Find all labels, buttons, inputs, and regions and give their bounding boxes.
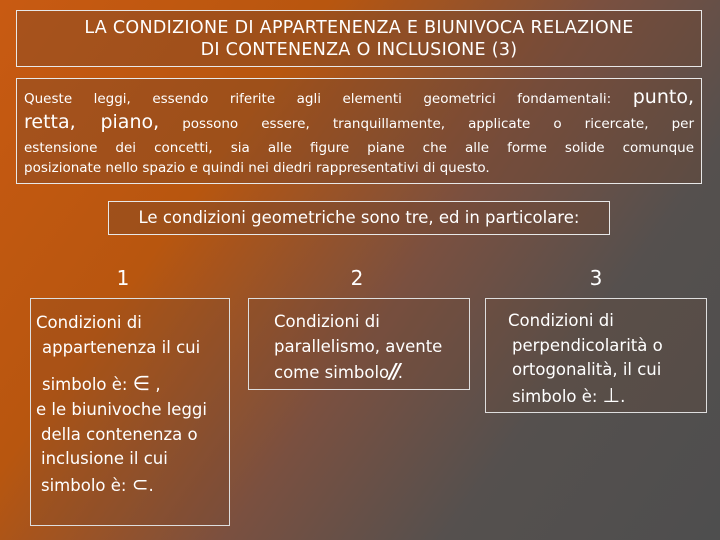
column-number-3: 3 bbox=[589, 266, 603, 290]
column-number-2: 2 bbox=[350, 266, 364, 290]
condition-1-extra-line: simbolo è: bbox=[41, 475, 127, 495]
symbol-suffix: , bbox=[155, 375, 161, 394]
condition-1-line: appartenenza il cui bbox=[42, 338, 201, 357]
symbol-suffix: . bbox=[620, 386, 626, 406]
condition-1-extra-line: inclusione il cui bbox=[41, 449, 168, 468]
condition-3-symbol-line bbox=[508, 383, 663, 410]
slide-title-line-2: DI CONTENENZA O INCLUSIONE (3) bbox=[200, 40, 518, 60]
symbol-suffix: . bbox=[397, 363, 403, 382]
condition-1-extra-symbol-line bbox=[36, 472, 207, 499]
condition-2-text bbox=[274, 309, 442, 385]
intro-line-1-emphasis: punto, bbox=[632, 86, 694, 108]
intro-line-2 bbox=[24, 110, 694, 136]
condition-1-extra-line: e le biunivoche leggi bbox=[36, 400, 207, 419]
title-box bbox=[16, 10, 702, 67]
intro-line-2-emphasis: retta, piano, bbox=[24, 111, 160, 133]
condition-2-line: come simbolo bbox=[274, 363, 390, 382]
subset-symbol: ⊂ bbox=[131, 471, 149, 496]
column-number-1: 1 bbox=[116, 266, 130, 290]
condition-3-line: simbolo è: bbox=[512, 386, 598, 406]
condition-1-text bbox=[36, 310, 200, 397]
intro-line-2-text: possono essere, tranquillamente, applicate o ricercate, per bbox=[182, 116, 694, 132]
condition-3-text bbox=[508, 309, 663, 409]
conditions-header: Le condizioni geometriche sono tre, ed in particolare: bbox=[138, 208, 580, 227]
condition-2-line: parallelismo, avente bbox=[274, 337, 443, 356]
intro-paragraph-box bbox=[16, 78, 702, 184]
perpendicular-symbol: ⊥ bbox=[602, 382, 621, 407]
element-of-symbol: ∈ bbox=[132, 371, 151, 395]
intro-line-1-text: Queste leggi, essendo riferite agli elementi geometrici fondamentali: bbox=[24, 91, 612, 107]
condition-3-line: Condizioni di bbox=[508, 311, 614, 330]
condition-3-line: ortogonalità, il cui bbox=[512, 360, 662, 379]
condition-3-line: perpendicolarità o bbox=[512, 335, 663, 355]
condition-1-symbol-line bbox=[36, 371, 200, 397]
condition-2-line: Condizioni di bbox=[274, 312, 380, 331]
parallel-symbol: // bbox=[389, 359, 398, 383]
intro-line-3: estensione dei concetti, sia alle figure piane che alle forme solide comunque bbox=[24, 140, 694, 156]
condition-1-extra-text bbox=[36, 398, 207, 498]
conditions-header-box bbox=[108, 201, 610, 235]
slide-title-line-1: LA CONDIZIONE DI APPARTENENZA E BIUNIVOCA RELAZIONE bbox=[84, 18, 634, 38]
condition-1-line: simbolo è: bbox=[42, 375, 128, 394]
condition-1-line: Condizioni di bbox=[36, 313, 142, 332]
intro-line-4: posizionate nello spazio e quindi nei diedri rappresentativi di questo. bbox=[24, 160, 490, 176]
condition-1-extra-line: della contenenza o bbox=[41, 424, 198, 444]
symbol-suffix: . bbox=[148, 475, 154, 495]
condition-2-symbol-line bbox=[274, 359, 442, 385]
